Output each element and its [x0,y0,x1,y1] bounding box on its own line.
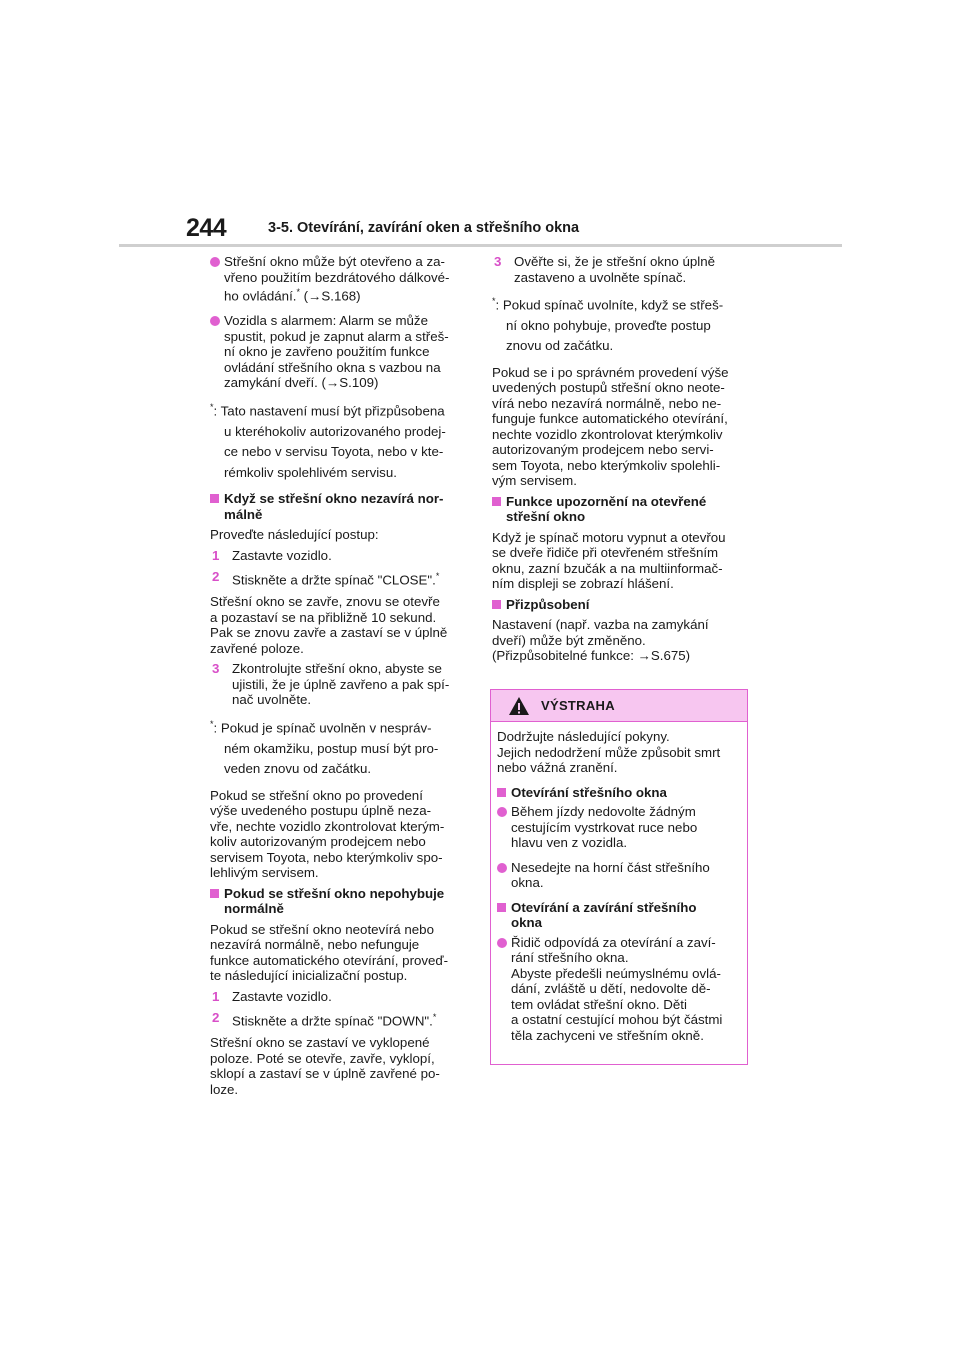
text-line: poloze. Poté se otevře, zavře, vyklopí, [210,1050,435,1066]
square-heading-icon [492,600,501,609]
text-line: loze. [210,1081,239,1097]
step-text: Stiskněte a držte spínač "CLOSE". [232,572,436,588]
text-line: veden znovu od začátku. [224,761,372,777]
text-line: rání střešního okna. [511,950,629,965]
footnote-customization [210,397,472,483]
text-line: vým servisem. [492,473,577,489]
page-reference: (→S.168) [299,288,361,304]
step-item [210,661,472,708]
text-line: ném okamžiku, postup musí být pro- [224,740,439,756]
text-line: zamykání dveří. (→S.109) [224,375,379,391]
step-text: Zastavte vozidlo. [232,547,332,563]
footnote-marker: * [296,287,300,297]
heading-text: Otevírání střešního okna [511,784,667,800]
warning-intro [497,729,741,776]
text-line: Střešní okno se zastaví ve vyklopené [210,1035,430,1051]
circle-bullet-icon [210,257,220,267]
heading-text: okna [511,915,543,930]
step-item [210,548,472,564]
text-line: těla zachyceni ve střešním okně. [511,1027,704,1043]
paragraph [492,530,754,592]
text-line: : Pokud spínač uvolníte, když se střeš- [495,297,724,313]
warning-title: VÝSTRAHA [541,698,615,713]
heading-text: Když se střešní okno nezavírá nor- [224,491,444,507]
heading-text: Funkce upozornění na otevřené [506,493,707,509]
text-line: Nesedejte na horní část střešního [511,859,710,875]
step-item [210,569,472,588]
step-item [492,254,754,285]
text-line: se dveře řidiče při otevřeném střešním [492,545,719,561]
heading-not-moving [210,886,472,917]
heading-not-closing [210,491,472,522]
text-line: : Tato nastavení musí být přizpůsobena [213,403,445,419]
text-line: a pozastaví se na přibližně 10 sekund. [210,609,437,625]
text-line: Pokud se střešní okno po provedení [210,787,423,803]
text-line: : Pokud je spínač uvolněn v nespráv- [213,720,432,736]
paragraph [210,788,472,881]
paragraph: Proveďte následující postup: [210,527,379,543]
step-number: 1 [212,988,220,1004]
paragraph [210,594,472,656]
header-divider [119,244,842,247]
text-line: koliv autorizovaným prodejcem nebo [210,834,426,850]
text-line: autorizovaným prodejcem nebo servi- [492,442,714,458]
heading-text: málně [224,506,263,522]
step-text: Zastavte vozidlo. [232,988,332,1004]
left-column [210,254,472,1102]
bullet-alarm [210,313,472,391]
text-line: cestujícím vystrkovat ruce nebo [511,819,698,835]
footnote-marker: * [210,401,214,412]
warning-heading [497,900,741,931]
step-text: Stiskněte a držte spínač "DOWN". [232,1013,433,1029]
text-line: výše uvedeného postupu úplně neza- [210,803,432,819]
text-line: Během jízdy nedovolte žádným [511,804,696,819]
footnote-restart [492,291,754,357]
step-number: 3 [494,254,502,269]
footnote-marker: * [432,1012,437,1023]
text-line: ním displeji se zobrazí hlášení. [492,576,674,592]
text-line: funkce automatického otevírání, proveď- [210,952,449,968]
page-reference: (Přizpůsobitelné funkce: →S.675) [492,648,691,664]
step-item [210,1010,472,1029]
text-line: znovu od začátku. [506,338,614,354]
step-number: 2 [212,1010,220,1026]
step-number: 1 [212,547,220,563]
text-line: Abyste předešli neúmyslnému ovlá- [511,965,721,981]
text-line: Ověřte si, že je střešní okno úplně [514,254,716,269]
text-line: nechte vozidlo zkontrolovat kterýmkoliv [492,426,723,442]
heading-text: Otevírání a zavírání střešního [511,899,697,915]
text-line: Vozidla s alarmem: Alarm se může [224,313,428,329]
text-line: oknu, zazní bzučák a na multiinformač- [492,560,723,576]
text-line: tem ovládat střešní okno. Děti [511,996,687,1012]
warning-bullet [497,860,741,891]
footnote-marker: * [435,571,440,582]
text-line: dání, zvláště u dětí, nedovolte dě- [511,981,711,996]
heading-open-warning [492,494,754,525]
text-line: nač uvolněte. [232,692,312,708]
heading-text: Pokud se střešní okno nepohybuje [224,885,445,901]
square-heading-icon [497,903,506,912]
text-line: ní okno pohybuje, proveďte postup [506,317,711,333]
text-line: lehlivým servisem. [210,865,319,881]
heading-text: Přizpůsobení [506,596,590,612]
warning-header [491,690,747,722]
right-column [492,254,754,669]
text-line: sklopí a zastaví se v úplně zavřené po- [210,1066,440,1082]
text-line: Dodržujte následující pokyny. [497,729,670,744]
text-line: u kteréhokoliv autorizovaného prodej- [224,423,446,439]
text-line: vírá nebo nezavírá normálně, nebo ne- [492,395,722,411]
text-line: vřeno použitím bezdrátového dálkové- [224,269,450,285]
text-line: rémkoliv spolehlivém servisu. [224,464,397,480]
text-line: ho ovládání. [224,288,297,304]
heading-text: střešní okno [506,509,586,525]
paragraph [492,617,754,664]
step-number: 3 [212,661,220,677]
text-line: vře, nechte vozidlo zkontrolovat kterým- [210,818,445,834]
step-item [210,989,472,1005]
square-heading-icon [210,494,219,503]
text-line: nezavírá normálně, nebo nefunguje [210,937,420,953]
bullet-remote-control [210,254,472,307]
page-header [186,214,786,244]
heading-text: normálně [224,901,284,917]
text-line: ní okno je zavřeno použitím funkce [224,344,430,360]
warning-box [490,689,748,1065]
text-line: sem Toyota, nebo kterýmkoliv spolehli- [492,457,721,473]
circle-bullet-icon [497,807,507,817]
footnote-marker: * [492,296,496,306]
text-line: okna. [511,875,544,890]
text-line: Zkontrolujte střešní okno, abyste se [232,661,442,677]
step-number: 2 [212,569,220,585]
circle-bullet-icon [210,316,220,326]
text-line: Jejich nedodržení může způsobit smrt [497,744,721,760]
square-heading-icon [210,889,219,898]
text-line: Když je spínač motoru vypnut a otevřou [492,529,726,545]
text-line: Střešní okno se zavře, znovu se otevře [210,594,440,610]
text-line: te následující inicializační postup. [210,968,408,984]
text-line: Pokud se i po správném provedení výše [492,364,729,380]
text-line: ce nebo v servisu Toyota, nebo v kte- [224,444,444,460]
text-line: uvedených postupů střešní okno neote- [492,380,725,396]
circle-bullet-icon [497,938,507,948]
warning-body [491,722,747,1043]
warning-bullet [497,804,741,851]
paragraph [210,922,472,984]
text-line: zastaveno a uvolněte spínač. [514,269,687,285]
heading-customization [492,597,754,613]
paragraph [492,365,754,489]
text-line: Pokud se střešní okno neotevírá nebo [210,921,434,937]
text-line: Řidič odpovídá za otevírání a zaví- [511,934,716,950]
text-line: funguje funkce automatického otevírání, [492,411,728,427]
text-line: Nastavení (např. vazba na zamykání [492,617,709,633]
footnote-marker: * [210,718,214,729]
text-line: ovládání střešního okna s vazbou na [224,359,441,375]
text-line: ujistili, že je úplně zavřeno a pak spí- [232,676,450,692]
text-line: nebo vážná zranění. [497,760,618,775]
square-heading-icon [492,497,501,506]
warning-triangle-icon [508,696,530,716]
page-number: 244 [186,214,227,242]
paragraph [210,1035,472,1097]
footnote-restart [210,714,472,780]
text-line: hlavu ven z vozidla. [511,835,628,850]
text-line: spustit, pokud je zapnut alarm a střeš- [224,328,449,344]
text-line: dveří) může být změněno. [492,632,646,648]
text-line: Pak se znovu zavře a zastaví se v úplně [210,625,448,641]
text-line: a ostatní cestující mohou být částmi [511,1012,723,1027]
text-line: servisem Toyota, nebo kterýmkoliv spo- [210,849,443,865]
warning-bullet [497,935,741,1044]
section-title: 3-5. Otevírání, zavírání oken a střešního okna [268,220,580,236]
square-heading-icon [497,788,506,797]
text-line: Střešní okno může být otevřeno a za- [224,254,445,269]
circle-bullet-icon [497,863,507,873]
text-line: zavřené poloze. [210,640,304,656]
warning-heading [497,785,741,801]
